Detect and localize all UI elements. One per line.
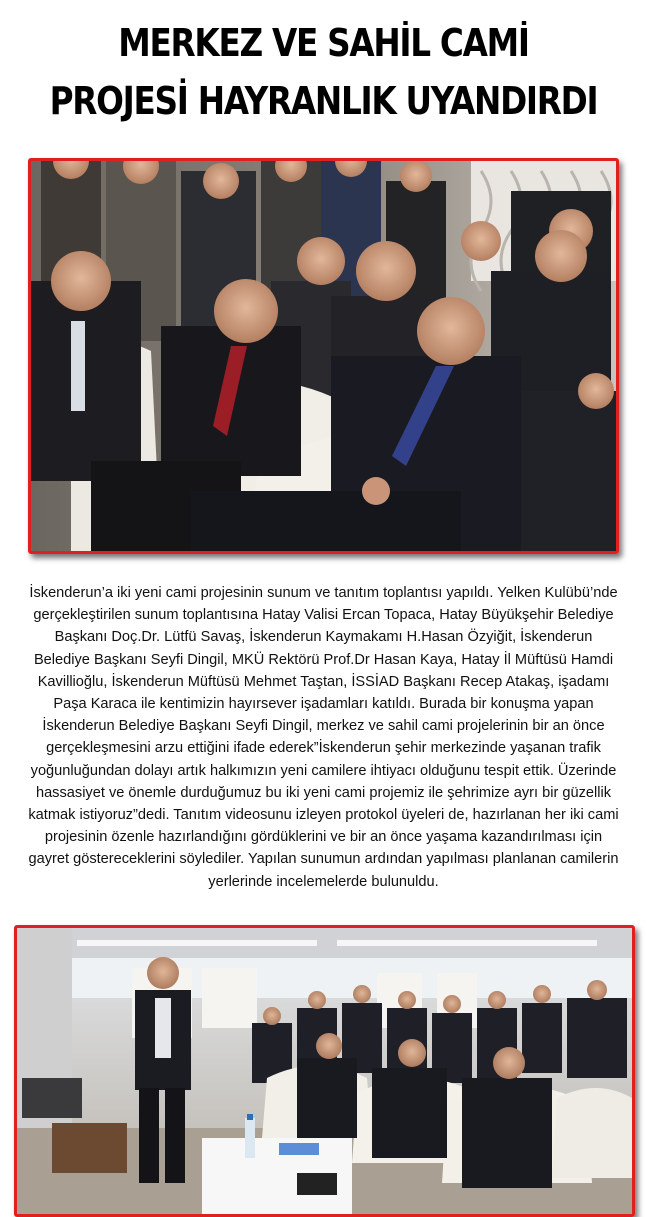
headline-line-2: PROJESİ HAYRANLIK UYANDIRDI [49,79,598,123]
article-body: İskenderun’a iki yeni cami projesinin sunum ve tanıtım toplantısı yapıldı. Yelken Kulübü’nde gerçekleştirilen sunum toplantısına Hatay Valisi Ercan Topaca, Hatay Büyükşehir Belediye Başkanı Doç.Dr. Lütfü Savaş, İskenderun Kaymakamı H.Hasan Özyiğit, İskenderun Belediye Başkanı Seyfi Dingil, MKÜ Rektörü Prof.Dr Hasan Kaya, Hatay İl Müftüsü Hamdi Kavillioğlu, İskenderun Müftüsü Mehmet Taştan, İSSİAD Başkanı Recep Atakaş, işadamı Paşa Karaca ile kentimizin hayırsever işadamları katıldı. Burada bir konuşma yapan İskenderun Belediye Başkanı Seyfi Dingil, merkez ve sahil cami projelerinin bir an önce gerçekleşmesini arzu ettiğini ifade ederek”İskenderun şehir merkezinde yaşanan trafik yoğunluğundan dolayı artık halkımızın yeni camilere ihtiyacı olduğunu tespit ettik. Üzerinde hassasiyet ve önemle durduğumuz bu iki yeni cami projemiz ile şehrimize ayrı bir güzellik katmak istiyoruz”dedi. Tanıtım videosunu izleyen protokol üyeleri de, hazırlanan her iki cami projesinin özenle hazırlandığını gördüklerini ve bir an önce yaşama kazandırılması için gayret göstereceklerini söylediler. Yapılan sunumun ardından yapılması planlanan camilerin yerlerinde incelemelerde bulunuldu. [28,585,619,890]
meeting-front-row-photo [28,158,619,554]
presentation-room-photo [14,925,635,1217]
headline [45,14,601,130]
headline-line-1: MERKEZ VE SAHİL CAMİ [118,21,529,65]
meeting-front-row-image [31,161,616,551]
presentation-room-image [17,928,632,1214]
